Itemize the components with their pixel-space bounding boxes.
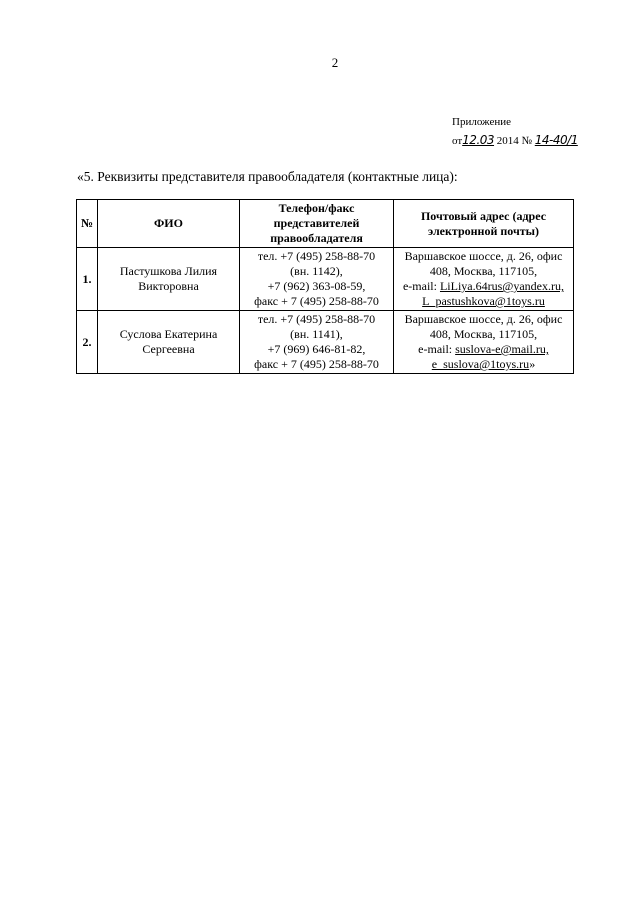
table-row: [77, 248, 574, 311]
page-number: 2: [331, 55, 339, 70]
address-line: Варшавское шоссе, д. 26, офис: [404, 312, 563, 326]
fax-line: факс + 7 (495) 258-88-70: [254, 357, 379, 371]
phone-line: тел. +7 (495) 258-88-70: [257, 249, 376, 263]
email-prefix: e-mail:: [418, 342, 456, 356]
email-line: [397, 279, 570, 294]
table-header-row: [77, 200, 574, 248]
email-link[interactable]: LiLiya.64rus@yandex.ru,: [439, 279, 564, 293]
phone-line: (вн. 1142),: [290, 264, 343, 278]
phone-line: (вн. 1141),: [290, 327, 343, 341]
contact-name: Пастушкова Лилия Викторовна: [98, 248, 240, 311]
header-name: ФИО: [98, 200, 240, 248]
contact-address: [394, 311, 574, 374]
address-line: 408, Москва, 117105,: [429, 264, 538, 278]
email-link[interactable]: L_pastushkova@1toys.ru: [422, 294, 545, 308]
closing-quote: »: [529, 357, 536, 371]
email-prefix: e-mail:: [402, 279, 440, 293]
phone-line: +7 (962) 363-08-59,: [267, 279, 366, 293]
email-link[interactable]: e_suslova@1toys.ru: [431, 357, 530, 371]
fax-line: факс + 7 (495) 258-88-70: [254, 294, 379, 308]
email-link[interactable]: suslova-e@mail.ru,: [455, 342, 549, 356]
row-number: 1.: [77, 248, 98, 311]
row-number: 2.: [77, 311, 98, 374]
header-address: Почтовый адрес (адрес электронной почты): [394, 200, 574, 248]
contact-phone: [240, 248, 394, 311]
table-row: [77, 311, 574, 374]
annex-date-line: [452, 133, 578, 147]
annex-year-text: 2014 №: [496, 135, 533, 147]
annex-date-handwritten: 12.03: [462, 133, 495, 147]
address-line: 408, Москва, 117105,: [429, 327, 538, 341]
contacts-table: [76, 199, 574, 374]
annex-prefix: от: [452, 135, 463, 147]
email-line: [397, 294, 570, 309]
email-line: [397, 342, 570, 357]
annex-number-handwritten: 14-40/1: [534, 133, 578, 147]
annex-label: Приложение: [452, 116, 512, 128]
contact-address: [394, 248, 574, 311]
contact-phone: [240, 311, 394, 374]
header-phone: Телефон/факс представителей правообладателя: [240, 200, 394, 248]
section-heading: «5. Реквизиты представителя правообладателя (контактные лица):: [77, 169, 458, 184]
address-line: Варшавское шоссе, д. 26, офис: [404, 249, 563, 263]
phone-line: тел. +7 (495) 258-88-70: [257, 312, 376, 326]
email-line: [397, 357, 570, 372]
contact-name: Суслова Екатерина Сергеевна: [98, 311, 240, 374]
header-num: №: [77, 200, 98, 248]
phone-line: +7 (969) 646-81-82,: [267, 342, 366, 356]
